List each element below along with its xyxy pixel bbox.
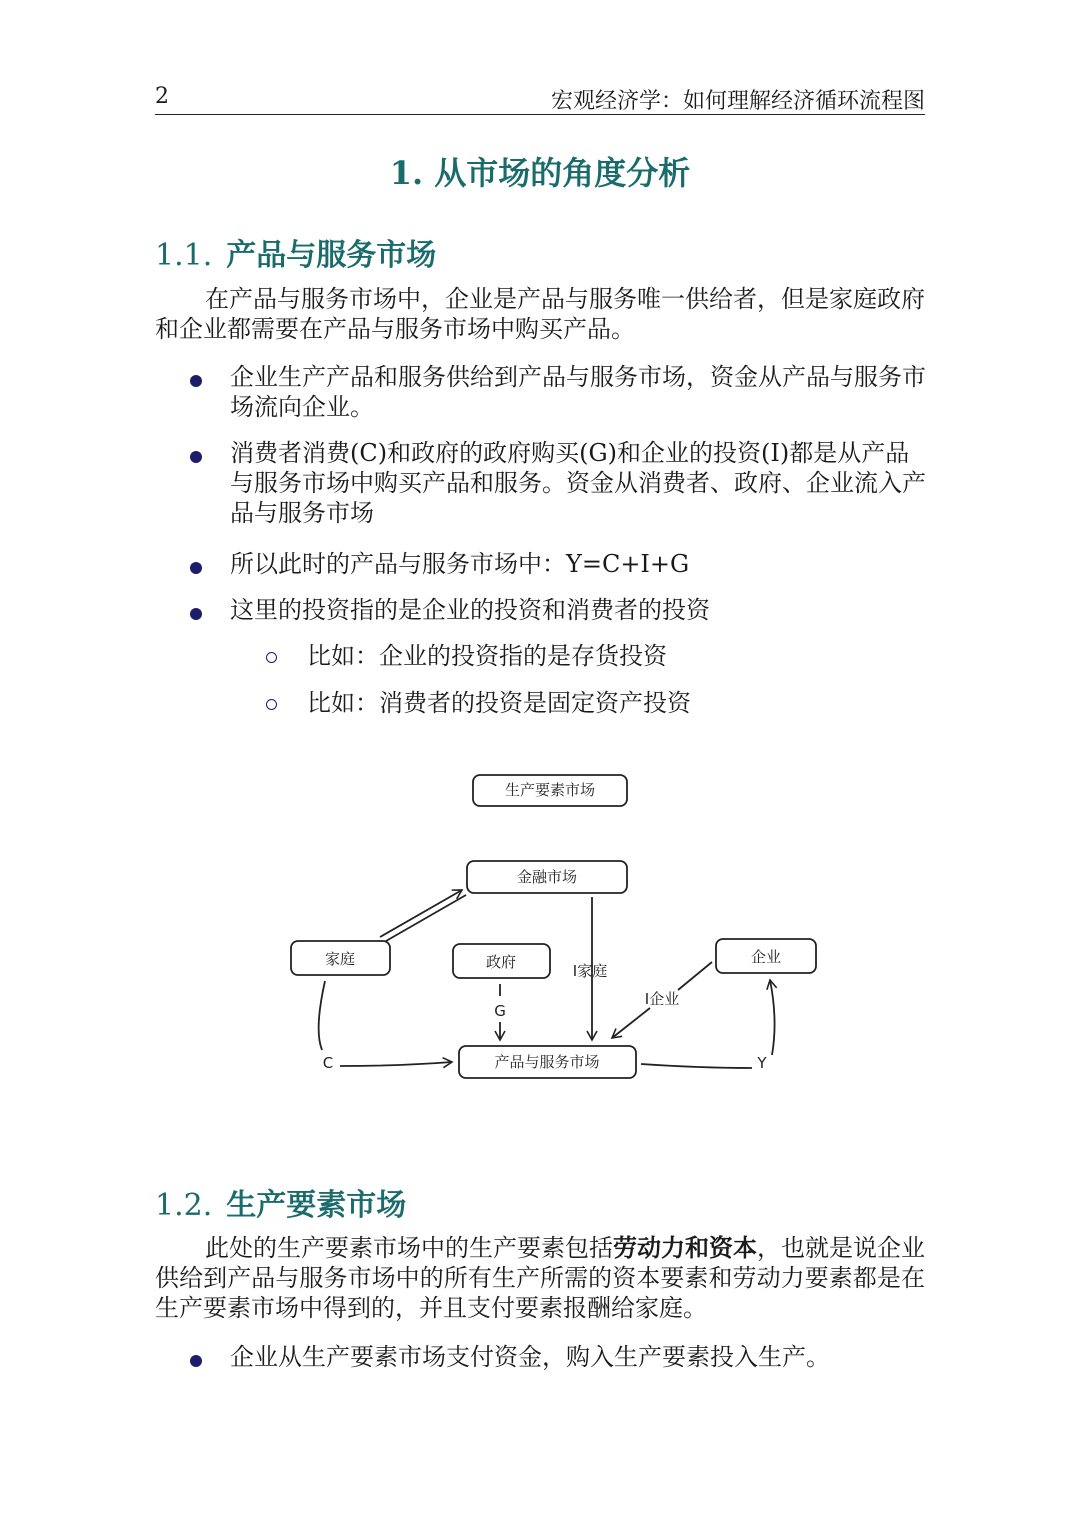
node-government-label: 政府 — [485, 953, 517, 971]
node-factor-market-label: 生产要素市场 — [504, 781, 596, 799]
edge-label-c: C — [322, 1054, 334, 1072]
edge-firm-to-goods-upper — [678, 962, 712, 990]
node-financial-market-label: 金融市场 — [516, 868, 578, 886]
edge-household-to-financial — [380, 890, 462, 937]
section-1-1-title: 产品与服务市场 — [226, 238, 437, 273]
edge-c-to-goods — [340, 1062, 452, 1066]
bullet-item-1: 企业生产产品和服务供给到产品与服务市场，资金从产品与服务市场流向企业。 — [230, 363, 926, 421]
section-1-1-number: 1.1. — [155, 238, 213, 273]
section-1-2-title: 生产要素市场 — [226, 1188, 407, 1223]
section-1-title: 从市场的角度分析 — [434, 154, 691, 192]
edge-household-down — [319, 981, 325, 1050]
edge-goods-to-y — [641, 1064, 752, 1068]
node-household-label: 家庭 — [324, 950, 356, 968]
sub-bullet-item-1: 比如：企业的投资指的是存货投资 — [307, 642, 667, 670]
edge-label-i-firm: I企业 — [644, 990, 680, 1008]
edge-household-to-financial-double — [386, 895, 466, 941]
edge-label-y: Y — [757, 1054, 767, 1072]
bullet-item-4: 这里的投资指的是企业的投资和消费者的投资 — [230, 596, 710, 624]
bullet-marker — [190, 1355, 202, 1367]
bullet-item-2: 消费者消费(C)和政府的政府购买(G)和企业的投资(I)都是从产品与服务市场中购买产品和服务。资金从消费者、政府、企业流入产品与服务市场 — [230, 439, 926, 527]
running-title: 宏观经济学：如何理解经济循环流程图 — [550, 89, 925, 114]
section-1-2-bullet-1: 企业从生产要素市场支付资金，购入生产要素投入生产。 — [230, 1343, 830, 1371]
node-goods-market-label: 产品与服务市场 — [494, 1053, 600, 1071]
page-number: 2 — [155, 84, 169, 109]
section-1-1-intro: 在产品与服务市场中，企业是产品与服务唯一供给者，但是家庭政府和企业都需要在产品与服务市场中购买产品。 — [155, 285, 925, 343]
section-1-number: 1. — [389, 154, 424, 192]
section-1-2-number: 1.2. — [155, 1188, 213, 1223]
edge-label-i-household: I家庭 — [572, 962, 608, 980]
sub-bullet-item-2: 比如：消费者的投资是固定资产投资 — [307, 689, 691, 717]
edge-y-to-firm — [770, 980, 775, 1055]
edge-label-g: G — [494, 1002, 506, 1020]
section-1-2-intro — [155, 1233, 925, 1323]
bullet-item-3: 所以此时的产品与服务市场中：Y=C+I+G — [230, 550, 690, 578]
node-firm-label: 企业 — [750, 948, 782, 966]
section-1-2-heading — [155, 1180, 406, 1224]
intro-text-before: 此处的生产要素市场中的生产要素包括 — [205, 1234, 613, 1262]
edge-firm-to-goods — [612, 1008, 650, 1038]
intro-emphasis: 劳动力和资本 — [613, 1233, 757, 1262]
intro-text-after: ，也就是说企业供给到产品与服务市场中的所有生产所需的资本要素和劳动力要素都是在生产要素市场中得到的，并且支付要素报酬给家庭。 — [155, 1234, 925, 1322]
